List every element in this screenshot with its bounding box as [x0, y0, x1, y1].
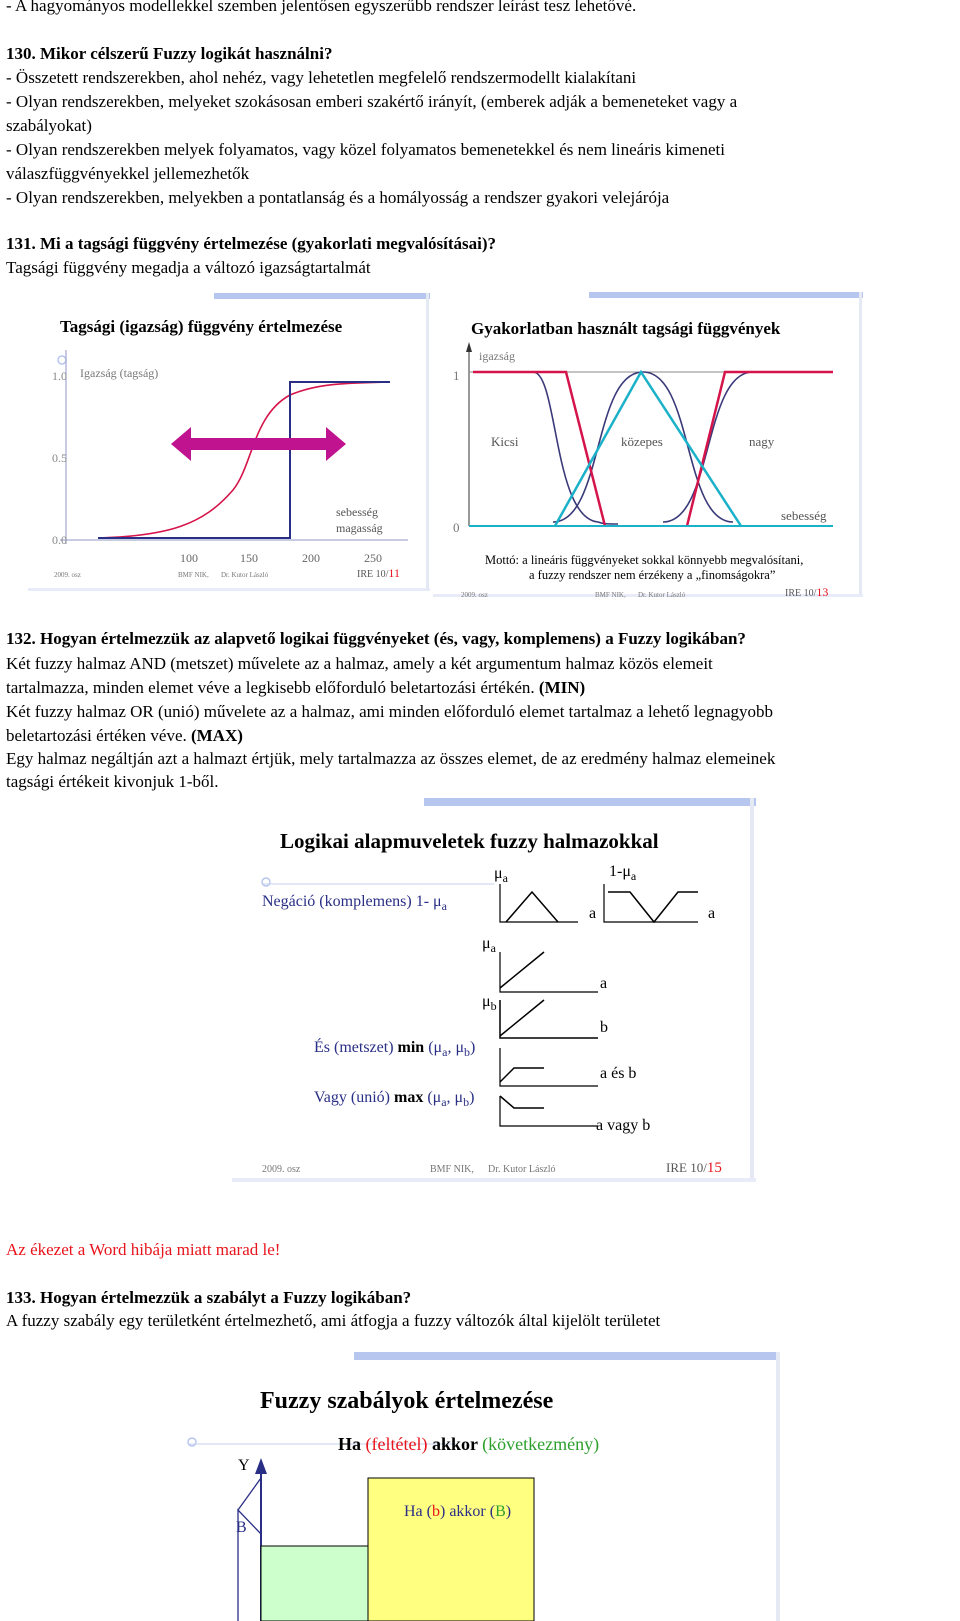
answer-130-line-5: válaszfüggvényekkel jellemezhetők	[6, 164, 250, 183]
question-130: 130. Mikor célszerű Fuzzy logikát használni?	[6, 44, 333, 63]
footer-date: 2009. osz	[54, 571, 81, 579]
label-B: B	[236, 1519, 247, 1536]
y-tick-0: 0	[453, 520, 460, 535]
y-axis-label: Y	[238, 1457, 250, 1474]
footer-date: 2009. osz	[461, 591, 488, 599]
footer-institute: BMF NIK,	[430, 1164, 474, 1175]
question-133: 133. Hogyan értelmezzük a szabályt a Fuzzy logikában?	[6, 1288, 412, 1307]
slide-accent-bar	[214, 293, 430, 299]
footer-institute: BMF NIK,	[178, 571, 209, 579]
negation-label: Negáció (komplemens) 1- $\mu_a$	[262, 893, 447, 913]
label-a-and-b: a és b	[600, 1065, 637, 1082]
axis-a-label-2: a	[708, 905, 716, 922]
label-big: nagy	[749, 434, 775, 449]
label-medium: közepes	[621, 434, 663, 449]
mu-a-label-2: $\mu_a$	[482, 935, 496, 955]
intro-line: - A hagyományos modellekkel szemben jelentősen egyszerűbb rendszer leírást tesz lehetővé.	[6, 0, 637, 15]
rule-sentence: Ha (feltétel) akkor (következmény)	[338, 1434, 600, 1454]
answer-132-line-2-text: tartalmazza, minden elemet véve a legkisebb előforduló beletartozási értékén.	[6, 678, 539, 697]
answer-132-line-6: tagsági értékeit kivonjuk 1-ből.	[6, 772, 219, 791]
answer-130-line-4: - Olyan rendszerekben melyek folyamatos, vagy közel folyamatos bemenetekkel és nem lineáris kimeneti	[6, 140, 725, 159]
answer-131: Tagsági függvény megadja a változó igazságtartalmát	[6, 258, 371, 277]
green-region	[261, 1546, 369, 1621]
y-axis-label: Igazság (tagság)	[80, 366, 159, 380]
slide-accent-bar	[589, 292, 863, 298]
footer-date: 2009. osz	[262, 1164, 301, 1175]
footer-institute: BMF NIK,	[595, 591, 626, 599]
y-axis-label: igazság	[479, 349, 515, 363]
or-label: Vagy (unió) $\max (\mu_a$, $\mu_b$)	[314, 1089, 475, 1109]
label-speed: sebesség	[336, 505, 378, 519]
x-tick-200: 200	[302, 551, 320, 565]
footer-author: Dr. Kutor László	[221, 571, 269, 579]
slide-title: Fuzzy szabályok értelmezése	[260, 1388, 554, 1414]
y-tick-1: 1.0	[52, 369, 67, 383]
mu-a-label: $\mu_a$	[494, 865, 508, 885]
answer-132-line-2	[6, 676, 585, 700]
answer-132-max: (MAX)	[191, 726, 243, 745]
answer-130-line-6: - Olyan rendszerekben, melyekben a pontatlanság és a homályosság a rendszer gyakori velejárója	[6, 188, 670, 207]
slide-title: Tagsági (igazság) függvény értelmezése	[60, 317, 343, 336]
footer-ire: IRE 10/11	[357, 566, 400, 580]
slide-accent-bar	[354, 1352, 780, 1360]
slide-fuzzy-rules	[158, 1350, 780, 1621]
answer-133: A fuzzy szabály egy területként értelmezhető, ami átfogja a fuzzy változók által kijelölt területet	[6, 1311, 661, 1330]
answer-132-line-1: Két fuzzy halmaz AND (metszet) művelete az a halmaz, amely a két argumentum halmaz közös elemeit	[6, 654, 713, 673]
answer-130-line-2: - Olyan rendszerekben, melyeket szokásosan emberi szakértő irányít, (emberek adják a bemeneteket vagy a	[6, 92, 738, 111]
footer-ire: IRE 10/13	[785, 585, 829, 599]
x-tick-150: 150	[240, 551, 258, 565]
answer-132-min: (MIN)	[538, 678, 586, 697]
yellow-rule-box	[368, 1478, 534, 1621]
slide-practical-membership-functions	[433, 290, 863, 606]
label-height: magasság	[336, 521, 383, 535]
answer-132-line-3: Két fuzzy halmaz OR (unió) művelete az a halmaz, ami minden előforduló elemet tartalmaz a lehető legnagyobb	[6, 702, 774, 721]
slide-fuzzy-set-operations	[232, 796, 756, 1188]
slide-title: Gyakorlatban használt tagsági függvények	[471, 319, 781, 338]
complement-label: $1-\mu_a$	[609, 863, 637, 883]
answer-130-line-3: szabályokat)	[6, 116, 92, 135]
motto-line-1: Mottó: a lineáris függvényeket sokkal könnyebb megvalósítani,	[485, 553, 804, 567]
rule-box-text: Ha (b) akkor (B)	[404, 1503, 512, 1520]
mu-b-label: $\mu_b$	[482, 993, 497, 1013]
note-red: Az ékezet a Word hibája miatt marad le!	[6, 1240, 281, 1259]
motto-line-2: a fuzzy rendszer nem érzékeny a „finomságokra”	[529, 568, 776, 582]
label-b: b	[600, 1019, 608, 1036]
and-label: És (metszet) $\min (\mu_a$, $\mu_b$)	[314, 1039, 476, 1059]
label-a-or-b: a vagy b	[596, 1117, 651, 1134]
slide-membership-function	[28, 290, 430, 602]
axis-a-label: a	[589, 905, 597, 922]
x-tick-100: 100	[180, 551, 198, 565]
label-speed: sebesség	[781, 508, 827, 523]
answer-132-line-4-text: beletartozási értéken véve.	[6, 726, 192, 745]
y-tick-05: 0.5	[52, 451, 67, 465]
y-tick-1: 1	[453, 368, 460, 383]
x-tick-250: 250	[364, 551, 382, 565]
y-tick-0: 0.0	[52, 533, 67, 547]
slide-accent-bar	[424, 798, 756, 806]
question-132: 132. Hogyan értelmezzük az alapvető logikai függvényeket (és, vagy, komplemens) a Fuzzy logikában?	[6, 629, 746, 648]
footer-author: Dr. Kutor László	[638, 591, 686, 599]
question-131: 131. Mi a tagsági függvény értelmezése (gyakorlati megvalósításai)?	[6, 234, 497, 253]
answer-132-line-4	[6, 724, 243, 748]
answer-130-line-1: - Összetett rendszerekben, ahol nehéz, vagy lehetetlen megfelelő rendszermodellt kialakítani	[6, 68, 637, 87]
answer-132-line-5: Egy halmaz negáltján azt a halmazt értjük, mely tartalmazza az összes elemet, de az eredmény halmaz elemeinek	[6, 749, 776, 768]
footer-ire: IRE 10/15	[666, 1160, 722, 1176]
footer-author: Dr. Kutor László	[488, 1164, 556, 1175]
slide-title: Logikai alapmuveletek fuzzy halmazokkal	[280, 829, 659, 853]
label-a: a	[600, 975, 608, 992]
label-small: Kicsi	[491, 434, 519, 449]
